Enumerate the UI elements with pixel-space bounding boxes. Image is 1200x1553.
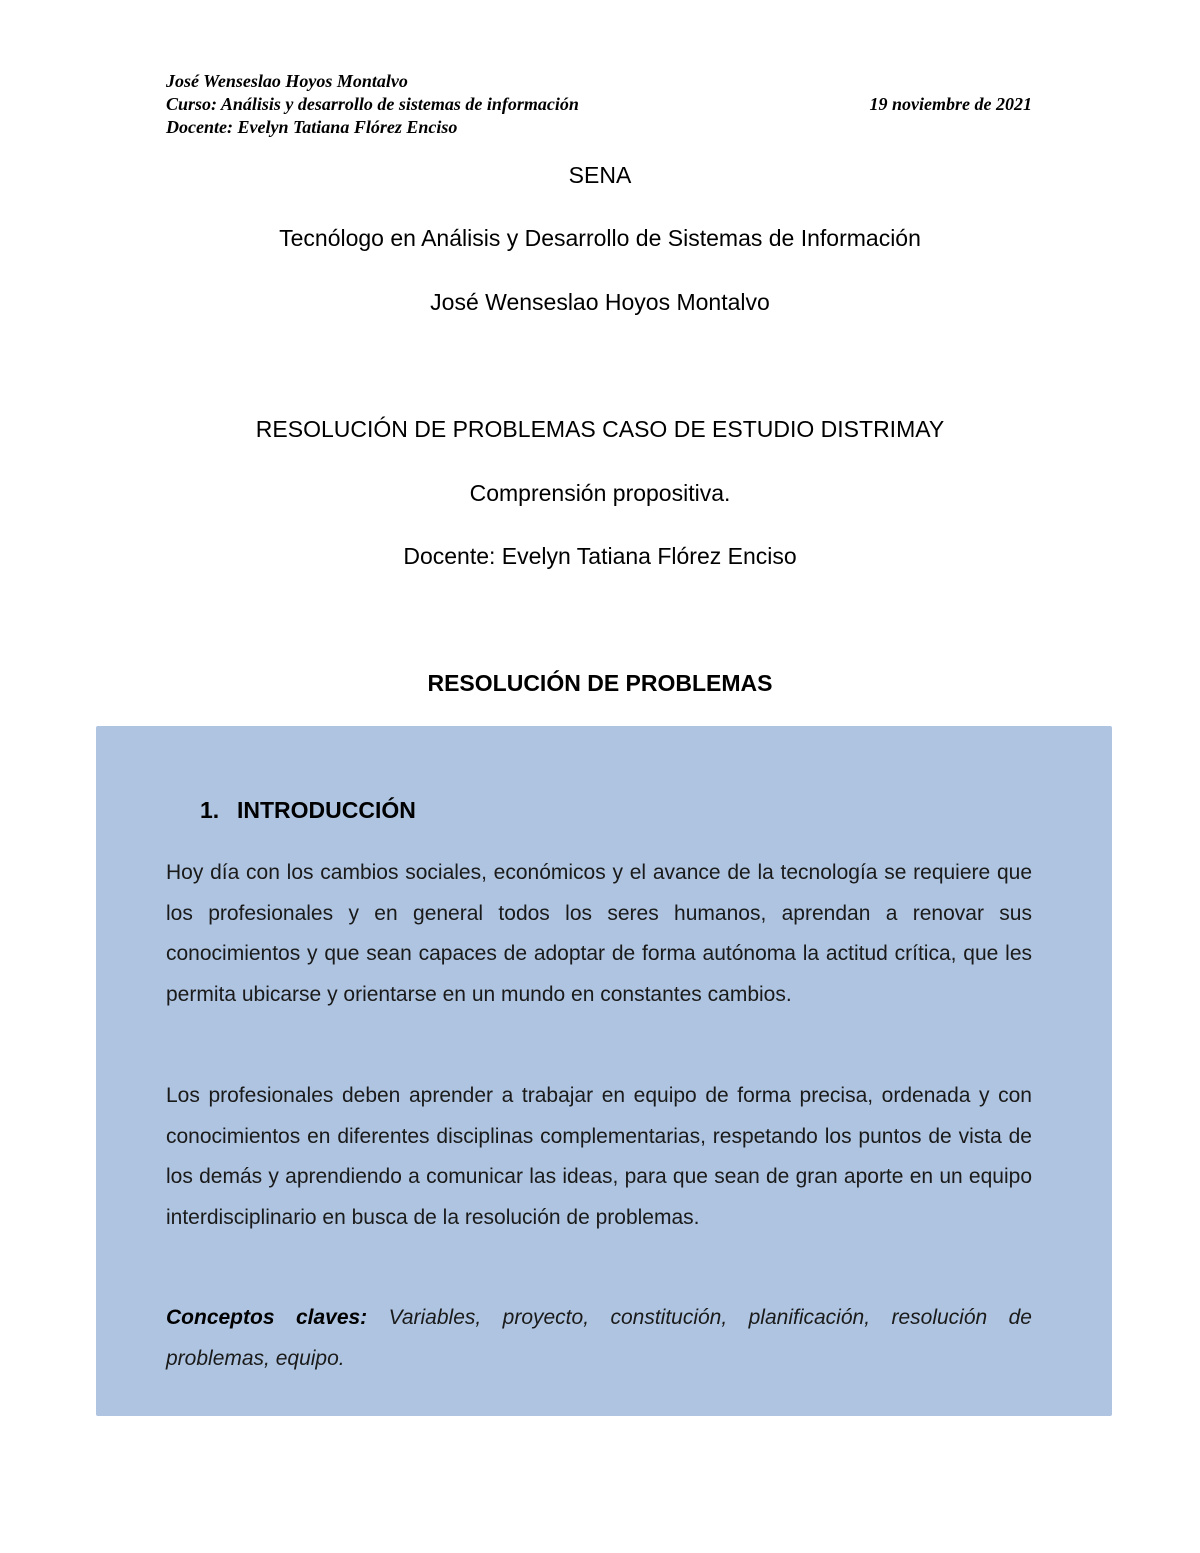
section-title: RESOLUCIÓN DE PROBLEMAS (427, 670, 773, 696)
heading-number: 1. (200, 797, 220, 823)
introduction-heading (200, 796, 416, 824)
cover-student: José Wenseslao Hoyos Montalvo (430, 289, 770, 315)
header-author-line (166, 70, 1032, 93)
cover-institution: SENA (568, 162, 632, 188)
header-course-line (166, 93, 1032, 116)
introduction-paragraph-2: Los profesionales deben aprender a trabajar en equipo de forma precisa, ordenada y con conocimientos en diferentes disciplinas complementarias, respetando los puntos de vista de los demás y aprendiendo a comunicar las ideas, para que sean de gran aporte en un equipo interdisciplinario en busca de la resolución de problemas. (166, 1084, 1032, 1229)
cover-teacher: Docente: Evelyn Tatiana Flórez Enciso (403, 543, 797, 569)
header-date: 19 noviembre de 2021 (869, 94, 1032, 114)
cover-title: RESOLUCIÓN DE PROBLEMAS CASO DE ESTUDIO DISTRIMAY (255, 416, 945, 442)
header-course: Curso: Análisis y desarrollo de sistemas de información (166, 94, 579, 114)
keywords-paragraph (166, 1298, 1032, 1379)
header-teacher: Docente: Evelyn Tatiana Flórez Enciso (166, 117, 458, 137)
cover-program: Tecnólogo en Análisis y Desarrollo de Sistemas de Información (279, 225, 921, 251)
keywords-text: Variables, proyecto, constitución, planificación, resolución de problemas, equipo. (166, 1306, 1032, 1370)
header-author: José Wenseslao Hoyos Montalvo (166, 71, 408, 91)
cover-subtitle: Comprensión propositiva. (469, 480, 731, 506)
page-header (166, 70, 1032, 139)
introduction-paragraph-1: Hoy día con los cambios sociales, económicos y el avance de la tecnología se requiere que los profesionales y en general todos los seres humanos, aprendan a renovar sus conocimientos y que sean capaces de adoptar de forma autónoma la actitud crítica, que les permita ubicarse y orientarse en un mundo en constantes cambios. (166, 861, 1032, 1006)
keywords-label: Conceptos claves: (166, 1306, 368, 1329)
heading-text: INTRODUCCIÓN (237, 797, 416, 823)
header-teacher-line (166, 116, 1032, 139)
